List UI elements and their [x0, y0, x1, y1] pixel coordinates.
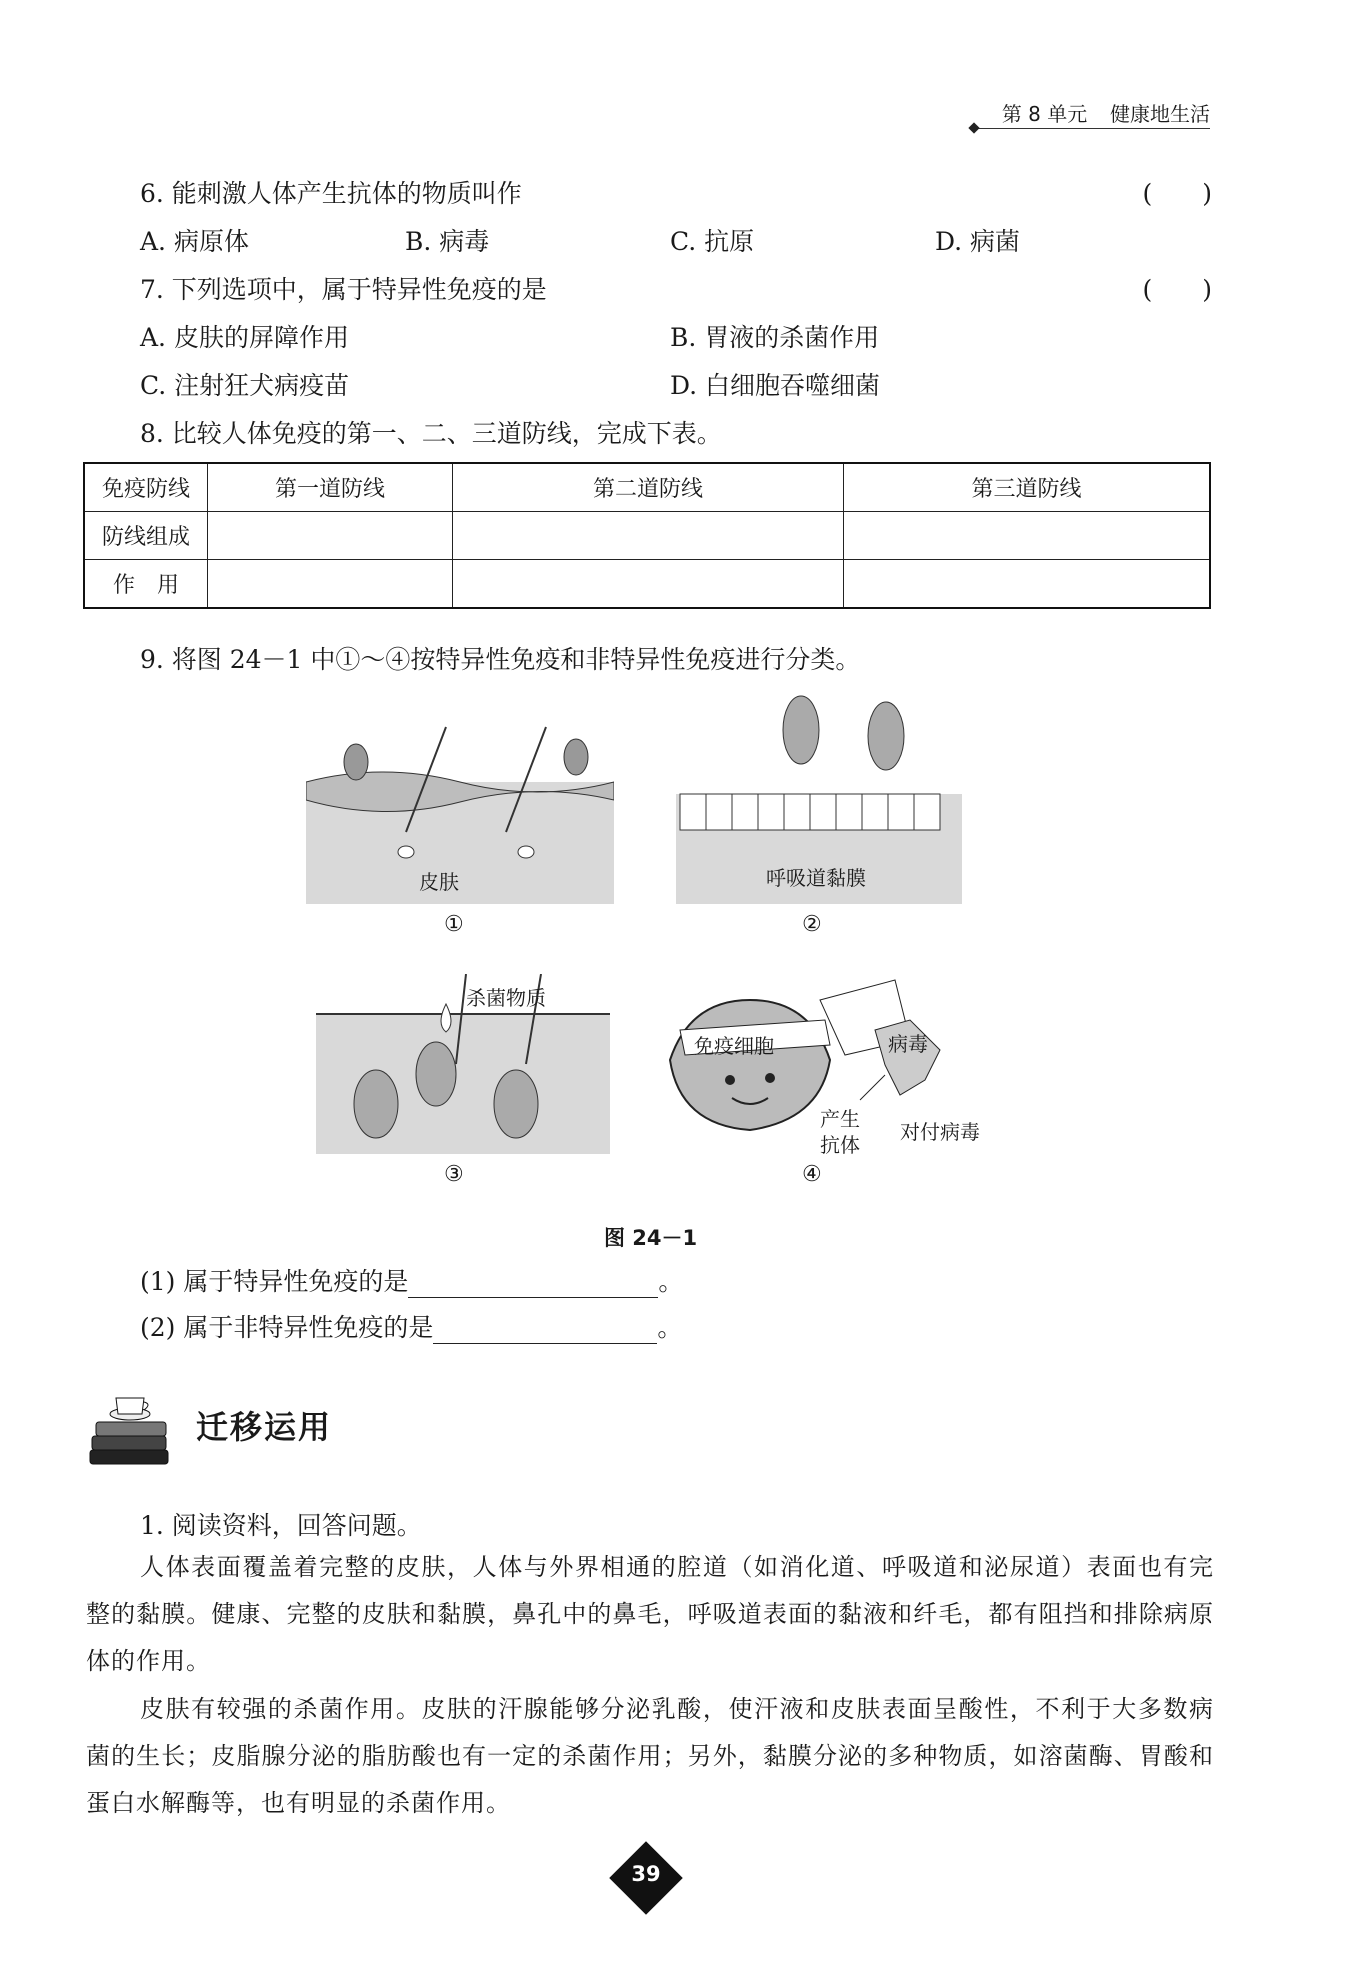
q6-option-c[interactable]: C. 抗原	[670, 227, 755, 256]
panel-label-antibody: 产生 抗体	[820, 1107, 860, 1157]
figure-caption: 图 24－1	[604, 1226, 698, 1250]
table-header-cell: 第一道防线	[208, 463, 453, 512]
panel-label-bactericidal: 杀菌物质	[466, 986, 546, 1010]
header-rule	[970, 128, 1210, 129]
unit-title: 健康地生活	[1110, 102, 1210, 126]
q7-option-a[interactable]: A. 皮肤的屏障作用	[140, 323, 349, 352]
defense-comparison-table	[83, 462, 1211, 609]
figure-panel-mucosa	[676, 690, 962, 904]
figure-panel-skin	[306, 722, 614, 904]
answer-blank-9-1[interactable]	[408, 1273, 658, 1298]
table-row	[84, 560, 1210, 609]
figure-panel-immune-cell	[660, 960, 1000, 1160]
q7-option-b[interactable]: B. 胃液的杀菌作用	[670, 323, 880, 352]
panel-number-4: ④	[802, 1162, 822, 1187]
subquestion-9-2-text: (2) 属于非特异性免疫的是	[140, 1313, 434, 1342]
bactericidal-illustration	[316, 974, 610, 1154]
subquestion-9-2-period: 。	[657, 1313, 683, 1342]
answer-cell[interactable]	[844, 512, 1211, 560]
subquestion-9-2	[140, 1308, 682, 1344]
question-8: 8. 比较人体免疫的第一、二、三道防线，完成下表。	[140, 419, 722, 448]
reading-question-1: 1. 阅读资料，回答问题。	[140, 1511, 422, 1540]
table-header-cell: 第二道防线	[453, 463, 844, 512]
panel-label-skin: 皮肤	[419, 870, 459, 894]
section-title: 迁移运用	[196, 1408, 333, 1446]
page-number: 39	[631, 1862, 661, 1886]
q7-option-c[interactable]: C. 注射狂犬病疫苗	[140, 371, 350, 400]
panel-number-1: ①	[444, 912, 464, 937]
figure-panel-bactericidal	[316, 974, 610, 1154]
row-label: 作 用	[84, 560, 208, 609]
panel-label-fight-virus: 对付病毒	[900, 1120, 980, 1144]
question-7: 7. 下列选项中，属于特异性免疫的是	[140, 275, 547, 304]
answer-cell[interactable]	[453, 560, 844, 609]
q7-option-d[interactable]: D. 白细胞吞噬细菌	[670, 371, 881, 400]
subquestion-9-1-text: (1) 属于特异性免疫的是	[140, 1267, 409, 1296]
table-header-cell: 免疫防线	[84, 463, 208, 512]
table-row	[84, 512, 1210, 560]
question-6: 6. 能刺激人体产生抗体的物质叫作	[140, 179, 522, 208]
panel-label-immune-cell: 免疫细胞	[694, 1034, 774, 1058]
q6-option-a[interactable]: A. 病原体	[140, 227, 249, 256]
answer-paren-7[interactable]: ( )	[1142, 275, 1212, 304]
answer-cell[interactable]	[208, 512, 453, 560]
running-header	[1002, 98, 1210, 127]
answer-blank-9-2[interactable]	[433, 1319, 657, 1344]
panel-label-mucosa: 呼吸道黏膜	[766, 866, 866, 890]
panel-label-virus: 病毒	[888, 1032, 928, 1056]
table-header-row	[84, 463, 1210, 512]
table-header-cell: 第三道防线	[844, 463, 1211, 512]
q6-option-b[interactable]: B. 病毒	[405, 227, 490, 256]
reading-paragraph-1: 人体表面覆盖着完整的皮肤，人体与外界相通的腔道（如消化道、呼吸道和泌尿道）表面也有完整的黏膜。健康、完整的皮肤和黏膜，鼻孔中的鼻毛，呼吸道表面的黏液和纤毛，都有阻挡和排除病原体的作用。	[86, 1553, 1214, 1675]
row-label: 防线组成	[84, 512, 208, 560]
unit-label: 第 8 单元	[1001, 102, 1088, 126]
reading-paragraph-2: 皮肤有较强的杀菌作用。皮肤的汗腺能够分泌乳酸，使汗液和皮肤表面呈酸性，不利于大多数病菌的生长；皮脂腺分泌的脂肪酸也有一定的杀菌作用；另外，黏膜分泌的多种物质，如溶菌酶、胃酸和蛋白水解酶等，也有明显的杀菌作用。	[86, 1695, 1214, 1817]
answer-cell[interactable]	[453, 512, 844, 560]
answer-paren-6[interactable]: ( )	[1142, 179, 1212, 208]
answer-cell[interactable]	[208, 560, 453, 609]
skin-illustration	[306, 722, 614, 904]
q6-option-d[interactable]: D. 病菌	[935, 227, 1021, 256]
panel-number-2: ②	[802, 912, 822, 937]
books-coffee-icon	[86, 1384, 178, 1468]
header-diamond-icon	[968, 122, 979, 133]
panel-number-3: ③	[444, 1162, 464, 1187]
answer-cell[interactable]	[844, 560, 1211, 609]
question-9: 9. 将图 24－1 中①～④按特异性免疫和非特异性免疫进行分类。	[140, 645, 861, 674]
subquestion-9-1	[140, 1262, 683, 1298]
subquestion-9-1-period: 。	[658, 1267, 684, 1296]
